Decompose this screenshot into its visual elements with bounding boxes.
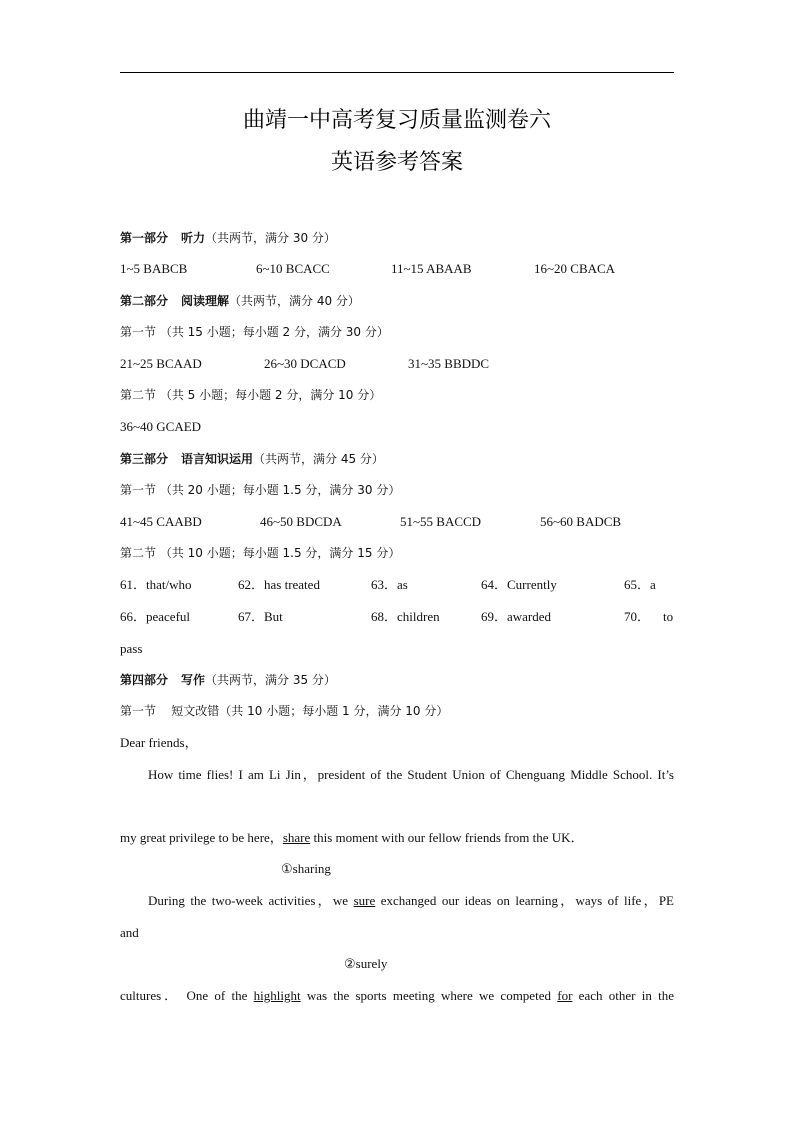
answer-group: 11~15 ABAAB bbox=[391, 261, 472, 276]
error-word: highlight bbox=[253, 988, 301, 1003]
error-word: for bbox=[557, 988, 573, 1003]
part4-section1-label: 第一节 bbox=[120, 704, 157, 718]
text-span: my great privilege to be here， bbox=[120, 830, 283, 845]
answer-group: 21~25 BCAAD bbox=[120, 356, 202, 371]
answer-group: 46~50 BDCDA bbox=[260, 514, 342, 529]
answer-group: 16~20 CBACA bbox=[534, 261, 616, 276]
text-span: cultures． One of the bbox=[120, 988, 254, 1003]
part1-header bbox=[120, 230, 336, 246]
part4-section1-desc: （共 10 小题；每小题 1 分，满分 10 分） bbox=[219, 704, 449, 718]
part1-desc: （共两节，满分 30 分） bbox=[205, 231, 336, 245]
answer-item: 67．But bbox=[238, 609, 283, 624]
part2-desc: （共两节，满分 40 分） bbox=[229, 294, 360, 308]
answer-group: 56~60 BADCB bbox=[540, 514, 622, 529]
answer-item: 61．that/who bbox=[120, 577, 192, 592]
answer-group: 1~5 BABCB bbox=[120, 261, 188, 276]
letter-p1-line1: How time flies! I am Li Jin，president of the Student Union of Chenguang Middle School. It’s bbox=[148, 767, 674, 782]
answer-item: 66．peaceful bbox=[120, 609, 191, 624]
answer-item: to bbox=[663, 609, 674, 624]
part1-title: 听力 bbox=[181, 231, 206, 245]
page-title: 曲靖一中高考复习质量监测卷六 bbox=[242, 108, 551, 133]
answer-item: 63．as bbox=[371, 577, 408, 592]
page-subtitle: 英语参考答案 bbox=[330, 150, 463, 175]
part3-header bbox=[120, 451, 384, 467]
part1-heading: 第一部分 bbox=[120, 231, 169, 245]
answer-item: 65．a bbox=[624, 577, 656, 592]
answer-group: 41~45 CAABD bbox=[120, 514, 202, 529]
answer-item: 62．has treated bbox=[238, 577, 320, 592]
part3-desc: （共两节，满分 45 分） bbox=[253, 452, 384, 466]
answer-item: 64．Currently bbox=[481, 577, 557, 592]
text-span: During the two-week activities，we bbox=[148, 893, 354, 908]
part3-heading: 第三部分 bbox=[120, 452, 169, 466]
letter-greeting: Dear friends， bbox=[120, 735, 198, 750]
part2-section1: 第一节 （共 15 小题；每小题 2 分，满分 30 分） bbox=[120, 325, 389, 339]
part4-desc: （共两节，满分 35 分） bbox=[205, 673, 336, 687]
correction-1: ①sharing bbox=[281, 861, 331, 876]
answer-group: 36~40 GCAED bbox=[120, 419, 202, 434]
text-span: this moment with our fellow friends from the UK． bbox=[310, 830, 584, 845]
letter-p2-line1 bbox=[148, 893, 674, 909]
text-span: exchanged our ideas on learning，ways of life，PE bbox=[375, 893, 674, 908]
answer-item: 68．children bbox=[371, 609, 440, 624]
header-rule bbox=[120, 72, 674, 73]
part4-heading: 第四部分 bbox=[120, 673, 169, 687]
part4-section1 bbox=[120, 703, 448, 719]
answer-group: 51~55 BACCD bbox=[400, 514, 482, 529]
answer-item: 69．awarded bbox=[481, 609, 552, 624]
answer-group: 31~35 BBDDC bbox=[408, 356, 490, 371]
text-span: each other in the bbox=[572, 988, 674, 1003]
letter-p2-line2: and bbox=[120, 925, 139, 940]
letter-p1-line2 bbox=[120, 830, 584, 846]
part4-title: 写作 bbox=[181, 673, 206, 687]
part3-title: 语言知识运用 bbox=[181, 452, 254, 466]
answer-item: 70． bbox=[624, 609, 651, 624]
correction-2: ②surely bbox=[344, 956, 388, 971]
text-span: was the sports meeting where we competed bbox=[300, 988, 558, 1003]
part2-section2: 第二节 （共 5 小题；每小题 2 分，满分 10 分） bbox=[120, 388, 382, 402]
error-word: sure bbox=[353, 893, 376, 908]
error-word: share bbox=[282, 830, 311, 845]
answer-group: 6~10 BCACC bbox=[256, 261, 330, 276]
part4-header bbox=[120, 672, 336, 688]
part4-section1-title: 短文改错 bbox=[171, 704, 220, 718]
answer-item-continued: pass bbox=[120, 641, 143, 656]
part2-heading: 第二部分 bbox=[120, 294, 169, 308]
part2-title: 阅读理解 bbox=[181, 294, 230, 308]
answer-group: 26~30 DCACD bbox=[264, 356, 346, 371]
letter-p3-line1 bbox=[120, 988, 674, 1004]
part3-section1: 第一节 （共 20 小题；每小题 1.5 分，满分 30 分） bbox=[120, 483, 401, 497]
part2-header bbox=[120, 293, 360, 309]
part3-section2: 第二节 （共 10 小题；每小题 1.5 分，满分 15 分） bbox=[120, 546, 401, 560]
